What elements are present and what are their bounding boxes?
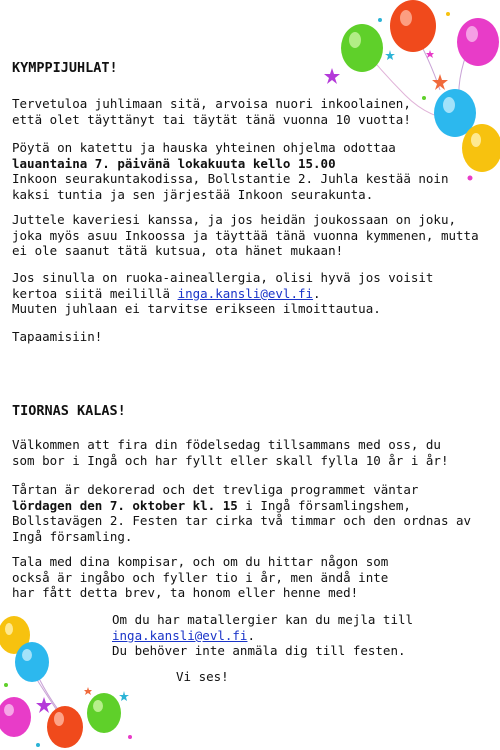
swedish-friends-text: Tala med dina kompisar, och om du hittar någon som också är ingåbo och fyller tio i år, men ändå inte har fått detta brev, ta honom eller henne med!: [12, 554, 389, 600]
finnish-period: .: [313, 285, 321, 301]
swedish-location: i Ingå församlingshem, Bollstavägen 2. Festen tar cirka två timmar och den ordnas av Ingå församling.: [12, 497, 472, 544]
swedish-title: TIORNAS KALAS!: [12, 403, 126, 419]
finnish-title: KYMPPIJUHLAT!: [12, 60, 118, 76]
swedish-paragraph-1: [12, 437, 467, 468]
finnish-welcome-text: Tervetuloa juhlimaan sitä, arvoisa nuori inkoolainen, että olet täyttänyt tai täytät tänä vuonna 10 vuotta!: [12, 96, 411, 127]
swedish-period: .: [247, 627, 255, 643]
swedish-paragraph-3: [12, 554, 412, 601]
finnish-location: Inkoon seurakuntakodissa, Bollstantie 2. Juhla kestää noin kaksi tuntia ja sen järjestää Inkoon seurakunta.: [12, 171, 449, 202]
finnish-email-link[interactable]: inga.kansli@evl.fi: [177, 285, 314, 301]
swedish-program-intro: Tårtan är dekorerad och det trevliga programmet väntar: [12, 482, 419, 497]
finnish-closing: Tapaamisiin!: [12, 329, 103, 344]
finnish-paragraph-2: [12, 140, 492, 202]
finnish-paragraph-3: [12, 212, 482, 259]
finnish-no-registration: Muuten juhlaan ei tarvitse erikseen ilmoittautua.: [12, 301, 381, 316]
finnish-paragraph-4: [12, 270, 462, 317]
swedish-no-registration: Du behöver inte anmäla dig till festen.: [112, 643, 406, 658]
finnish-invitation: [12, 61, 492, 77]
swedish-email-link[interactable]: inga.kansli@evl.fi: [112, 627, 248, 643]
swedish-paragraph-4: [112, 612, 492, 659]
finnish-friends-text: Juttele kaveriesi kanssa, ja jos heidän joukossaan on joku, joka myös asuu Inkoossa ja täyttää tänä vuonna kymmenen, mutta ei ole saanut tätä kutsua, ota hänet mukaan!: [12, 212, 479, 258]
swedish-invitation: [12, 404, 492, 420]
finnish-date: lauantaina 7. päivänä lokakuuta kello 15.00: [12, 155, 336, 171]
swedish-allergy-text: Om du har matallergier kan du mejla till: [112, 612, 414, 627]
swedish-closing: Vi ses!: [176, 669, 229, 684]
finnish-paragraph-5: [12, 329, 492, 345]
swedish-paragraph-5: [176, 669, 500, 685]
finnish-paragraph-1: [12, 96, 422, 127]
swedish-date: lördagen den 7. oktober kl. 15: [12, 497, 238, 513]
finnish-allergy-text: Jos sinulla on ruoka-aineallergia, olisi hyvä jos voisit kertoa siitä meilillä: [12, 270, 434, 301]
swedish-welcome-text: Välkommen att fira din födelsedag tillsammans med oss, du som bor i Ingå och har fyllt eller skall fylla 10 år i år!: [12, 437, 449, 468]
finnish-program-intro: Pöytä on katettu ja hauska yhteinen ohjelma odottaa: [12, 140, 396, 155]
swedish-paragraph-2: [12, 482, 497, 544]
